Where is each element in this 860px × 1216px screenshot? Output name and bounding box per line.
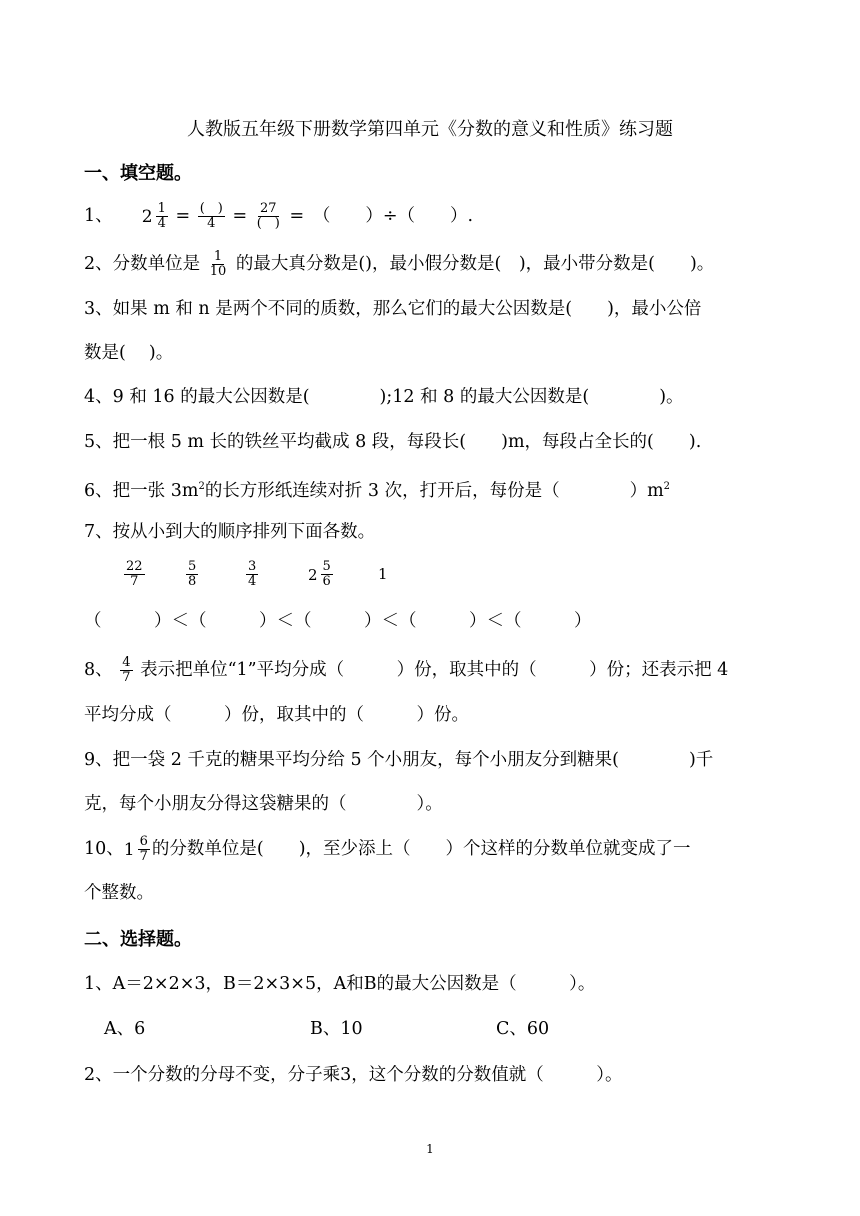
question-8-line-2: 平均分成（ ）份，取其中的（ ）份。	[84, 705, 469, 725]
question-10	[84, 835, 691, 864]
q1-mixed-number	[142, 202, 170, 231]
question-6	[84, 475, 670, 503]
section-choice-heading: 二、选择题。	[84, 929, 192, 950]
q10-prefix: 10、	[84, 839, 124, 859]
q6-part-a: 6、把一张 3m	[84, 480, 199, 501]
q10-tail: 的分数单位是( )，至少添上（ ）个这样的分数单位就变成了一	[151, 839, 691, 859]
q1-f2-numerator: ( )	[199, 201, 223, 216]
q7-c-numerator: 3	[248, 559, 257, 574]
q1-fraction-2	[198, 202, 225, 231]
q8-denominator: 7	[122, 670, 131, 685]
q8-prefix: 8、	[84, 660, 113, 680]
question-4: 4、9 和 16 的最大公因数是( );12 和 8 的最大公因数是( )。	[84, 387, 684, 407]
choice-1: 1、A＝2×2×3，B＝2×3×5，A和B的最大公因数是（ ）。	[84, 974, 596, 994]
q8-numerator: 4	[122, 655, 131, 670]
q2-fraction	[208, 250, 229, 279]
question-9-line-2: 克，每个小朋友分得这袋糖果的（ ）。	[84, 794, 443, 814]
q2-prefix: 2、分数单位是	[84, 254, 201, 274]
q7-d-denominator: 6	[322, 574, 331, 589]
q6-part-b: 的长方形纸连续对折 3 次，打开后，每份是（ ）m	[204, 480, 664, 501]
q10-whole: 1	[123, 839, 135, 860]
choice-1-option-a: A、6	[104, 1019, 146, 1039]
q7-d-whole: 2	[308, 565, 318, 584]
q10-fraction	[138, 835, 150, 864]
q7-a-numerator: 22	[126, 559, 143, 574]
q1-tail: = （ ）÷（ ）.	[289, 206, 474, 226]
q7-b-denominator: 8	[188, 574, 197, 589]
q10-numerator: 6	[139, 834, 148, 849]
q6-superscript-2: 2	[663, 481, 671, 492]
q10-mixed-number	[124, 835, 152, 864]
q7-a-denominator: 7	[130, 574, 139, 589]
q7-mixed-number-d	[308, 560, 335, 589]
q8-fraction	[120, 656, 132, 685]
question-9-line-1: 9、把一袋 2 千克的糖果平均分给 5 个小朋友，每个小朋友分到糖果( )千	[84, 750, 714, 770]
q7-fraction-c	[246, 560, 258, 589]
q7-c-denominator: 4	[248, 574, 257, 589]
q8-tail: 表示把单位“1”平均分成（ ）份，取其中的（ ）份；还表示把 4	[140, 660, 729, 680]
q1-whole: 2	[141, 206, 153, 227]
q7-b-numerator: 5	[188, 559, 197, 574]
q2-numerator: 1	[213, 249, 223, 264]
question-8	[84, 656, 728, 685]
question-5: 5、把一根 5 m 长的铁丝平均截成 8 段，每段长( )m，每段占全长的( ).	[84, 432, 702, 452]
q7-answer-blanks: （ ）＜（ ）＜（ ）＜（ ）＜（ ）	[84, 611, 592, 631]
q1-f1-denominator: 4	[157, 216, 166, 231]
q2-tail: 的最大真分数是()，最小假分数是( )，最小带分数是( )。	[235, 254, 715, 274]
q1-equals-2: =	[232, 206, 248, 226]
q7-fraction-list	[0, 560, 860, 600]
page-title: 人教版五年级下册数学第四单元《分数的意义和性质》练习题	[187, 119, 673, 140]
choice-2: 2、一个分数的分母不变，分子乘3，这个分数的分数值就（ ）。	[84, 1065, 623, 1085]
q7-fraction-a	[124, 560, 145, 589]
question-10-line-2: 个整数。	[84, 883, 154, 903]
section-fill-blank-heading: 一、填空题。	[84, 163, 192, 184]
q1-f3-numerator: 27	[260, 201, 277, 216]
q1-fraction-3	[255, 202, 282, 231]
q10-denominator: 7	[139, 849, 148, 864]
q2-denominator: 10	[209, 264, 227, 279]
question-1	[84, 202, 473, 231]
page-number: 1	[426, 1142, 434, 1156]
q7-fraction-b	[186, 560, 198, 589]
q1-f1-numerator: 1	[157, 201, 166, 216]
question-2	[84, 250, 714, 279]
q1-prefix: 1、	[84, 206, 113, 226]
question-3-line-1: 3、如果 m 和 n 是两个不同的质数，那么它们的最大公因数是( )，最小公倍	[84, 299, 702, 319]
q7-d-numerator: 5	[322, 559, 331, 574]
choice-1-option-b: B、10	[310, 1019, 363, 1039]
q7-number-e: 1	[378, 565, 388, 583]
choice-1-option-c: C、60	[496, 1019, 550, 1039]
question-3-line-2: 数是( )。	[84, 343, 174, 363]
question-7: 7、按从小到大的顺序排列下面各数。	[84, 522, 376, 542]
q1-f3-denominator: ( )	[256, 216, 280, 231]
q6-superscript-1: 2	[198, 481, 205, 492]
q1-equals-1: =	[175, 206, 191, 226]
q1-fraction-1	[156, 202, 168, 231]
q7-fraction-d	[321, 560, 333, 589]
q1-f2-denominator: 4	[207, 216, 216, 231]
